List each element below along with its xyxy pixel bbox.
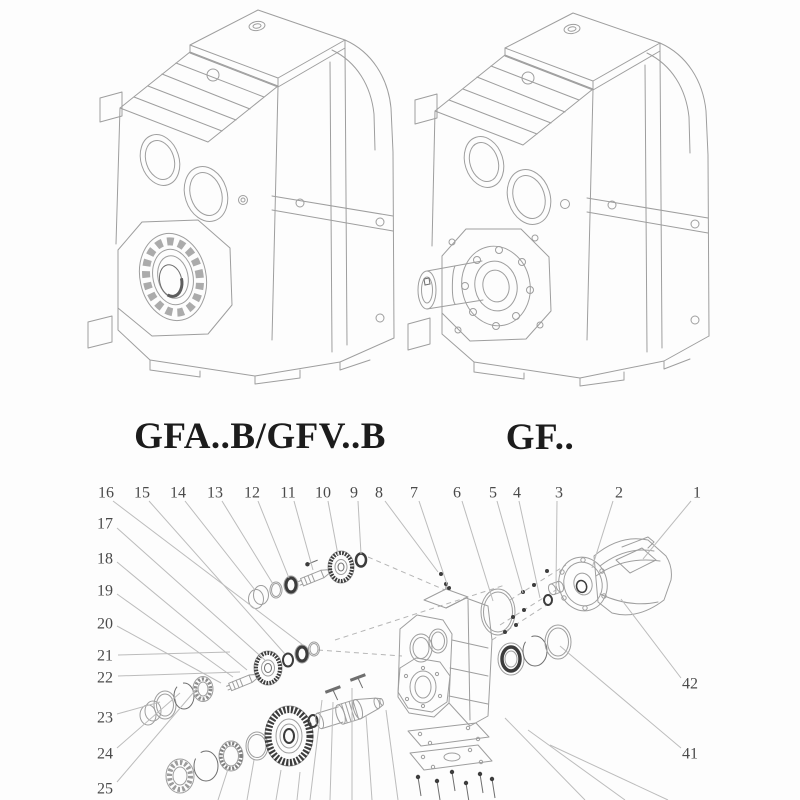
callout-3: 3	[555, 484, 563, 502]
callout-18: 18	[97, 550, 113, 568]
leader-line-24	[117, 693, 180, 748]
leader-line-cutoff	[297, 772, 300, 800]
output-shaft	[418, 261, 483, 309]
leader-line-3	[556, 501, 557, 586]
input-shaft-assembly	[249, 551, 367, 609]
leader-line-9	[358, 501, 361, 554]
leader-line-11	[294, 501, 313, 570]
callout-25: 25	[97, 780, 113, 798]
callout-8: 8	[375, 484, 383, 502]
callout-layer	[97, 485, 701, 800]
leader-line-5	[497, 501, 523, 593]
gearbox-drawing-gf	[408, 13, 709, 386]
cover-bolt	[490, 777, 495, 798]
callout-42: 42	[682, 675, 698, 693]
leader-line-4	[519, 501, 540, 598]
leader-line-cutoff	[218, 769, 228, 800]
callout-19: 19	[97, 582, 113, 600]
callout-24: 24	[97, 745, 113, 763]
flange-gasket-and-rings	[481, 589, 571, 675]
callout-6: 6	[453, 484, 461, 502]
callout-13: 13	[207, 484, 223, 502]
callout-2: 2	[615, 484, 623, 502]
callout-1: 1	[693, 484, 701, 502]
callout-4: 4	[513, 484, 521, 502]
leader-line-10	[328, 501, 338, 555]
leader-line-18	[117, 562, 247, 670]
callout-12: 12	[244, 484, 260, 502]
model-label-gfab: GFA..B/GFV..B	[134, 416, 386, 457]
leader-line-41	[560, 646, 681, 748]
callout-16: 16	[98, 484, 114, 502]
leader-line-cutoff	[386, 710, 398, 800]
output-flange	[454, 240, 537, 332]
roller-bearing	[132, 227, 215, 327]
motor-unit	[544, 537, 671, 616]
leader-line-17	[117, 528, 266, 661]
leader-line-2	[592, 501, 613, 568]
callout-17: 17	[97, 515, 113, 533]
callout-15: 15	[134, 484, 150, 502]
gearbox-drawing-gfab	[88, 10, 394, 384]
leader-line-6	[462, 501, 493, 601]
leader-line-cutoff	[366, 715, 372, 800]
cover-bolt	[416, 775, 421, 796]
cover-bolt	[478, 772, 483, 793]
callout-41: 41	[682, 745, 698, 763]
leader-line-16	[113, 501, 303, 645]
leader-line-cutoff	[247, 760, 254, 800]
housing	[398, 582, 492, 770]
leader-line-cutoff	[505, 718, 585, 800]
leader-line-42	[621, 599, 681, 678]
cover-bolt	[435, 779, 440, 800]
callout-20: 20	[97, 615, 113, 633]
callout-11: 11	[280, 484, 296, 502]
callout-7: 7	[410, 484, 418, 502]
leader-line-cutoff	[330, 702, 333, 800]
leader-line-14	[185, 501, 255, 590]
output-shaft-part	[313, 692, 386, 732]
leader-line-8	[385, 501, 438, 572]
exploded-view	[140, 537, 671, 793]
cover-bolt	[464, 781, 469, 800]
leader-line-21	[118, 652, 230, 655]
callout-10: 10	[315, 484, 331, 502]
leader-line-1	[643, 501, 691, 559]
cover-bolt	[450, 770, 455, 791]
callout-23: 23	[97, 709, 113, 727]
leader-line-cutoff	[276, 770, 281, 800]
leader-line-cutoff	[528, 730, 625, 800]
callout-5: 5	[489, 484, 497, 502]
callout-22: 22	[97, 669, 113, 687]
leader-line-22	[118, 672, 240, 676]
model-label-gf: GF..	[505, 417, 575, 458]
lifting-hole	[248, 20, 265, 31]
leader-line-7	[419, 501, 448, 587]
callout-9: 9	[350, 484, 358, 502]
leader-line-25	[117, 686, 199, 782]
callout-21: 21	[97, 647, 113, 665]
leader-line-cutoff	[550, 745, 668, 800]
leader-line-13	[222, 501, 273, 584]
callout-14: 14	[170, 484, 186, 502]
